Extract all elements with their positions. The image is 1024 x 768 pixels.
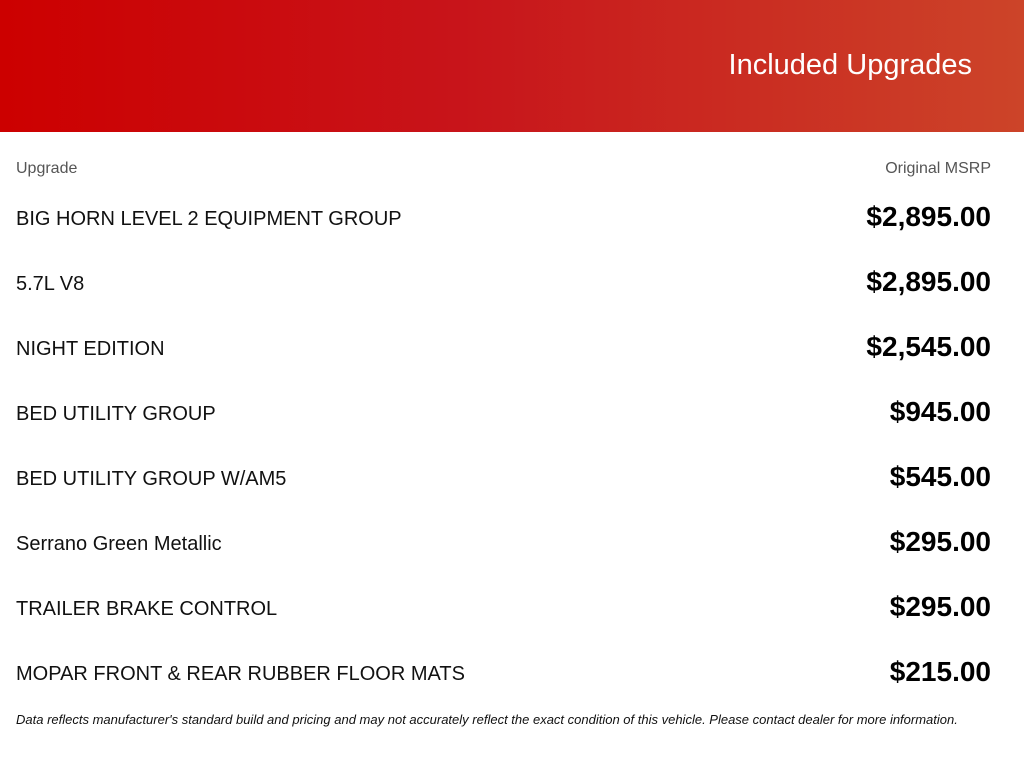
page-title: Included Upgrades xyxy=(728,49,972,81)
upgrade-name: BIG HORN LEVEL 2 EQUIPMENT GROUP xyxy=(16,208,402,230)
upgrade-name: Serrano Green Metallic xyxy=(16,533,222,555)
upgrade-price: $945.00 xyxy=(889,396,991,427)
disclaimer-text: Data reflects manufacturer's standard build and pricing and may not accurately reflect the exact condition of this vehicle. Please contact dealer for more information. xyxy=(16,712,958,727)
upgrade-price: $295.00 xyxy=(889,526,991,557)
upgrade-name: 5.7L V8 xyxy=(16,273,85,295)
column-header-upgrade: Upgrade xyxy=(16,160,78,177)
table-row xyxy=(16,575,991,640)
upgrade-price: $2,895.00 xyxy=(866,201,991,232)
table-row xyxy=(16,445,991,510)
upgrade-name: BED UTILITY GROUP W/AM5 xyxy=(16,468,287,490)
column-header-msrp: Original MSRP xyxy=(885,160,991,177)
upgrade-name: BED UTILITY GROUP xyxy=(16,403,216,425)
table-row xyxy=(16,250,991,315)
table-row xyxy=(16,315,991,380)
table-row xyxy=(16,640,991,705)
table-header xyxy=(16,160,991,180)
table-row xyxy=(16,380,991,445)
upgrade-name: TRAILER BRAKE CONTROL xyxy=(16,598,278,620)
table-row xyxy=(16,185,991,250)
header-banner xyxy=(0,0,1024,132)
upgrade-price: $215.00 xyxy=(889,656,991,687)
upgrade-price: $2,545.00 xyxy=(866,331,991,362)
upgrade-name: NIGHT EDITION xyxy=(16,338,165,360)
upgrade-list xyxy=(16,185,991,705)
upgrade-price: $295.00 xyxy=(889,591,991,622)
upgrade-price: $545.00 xyxy=(889,461,991,492)
upgrade-price: $2,895.00 xyxy=(866,266,991,297)
upgrade-name: MOPAR FRONT & REAR RUBBER FLOOR MATS xyxy=(16,663,465,685)
table-row xyxy=(16,510,991,575)
